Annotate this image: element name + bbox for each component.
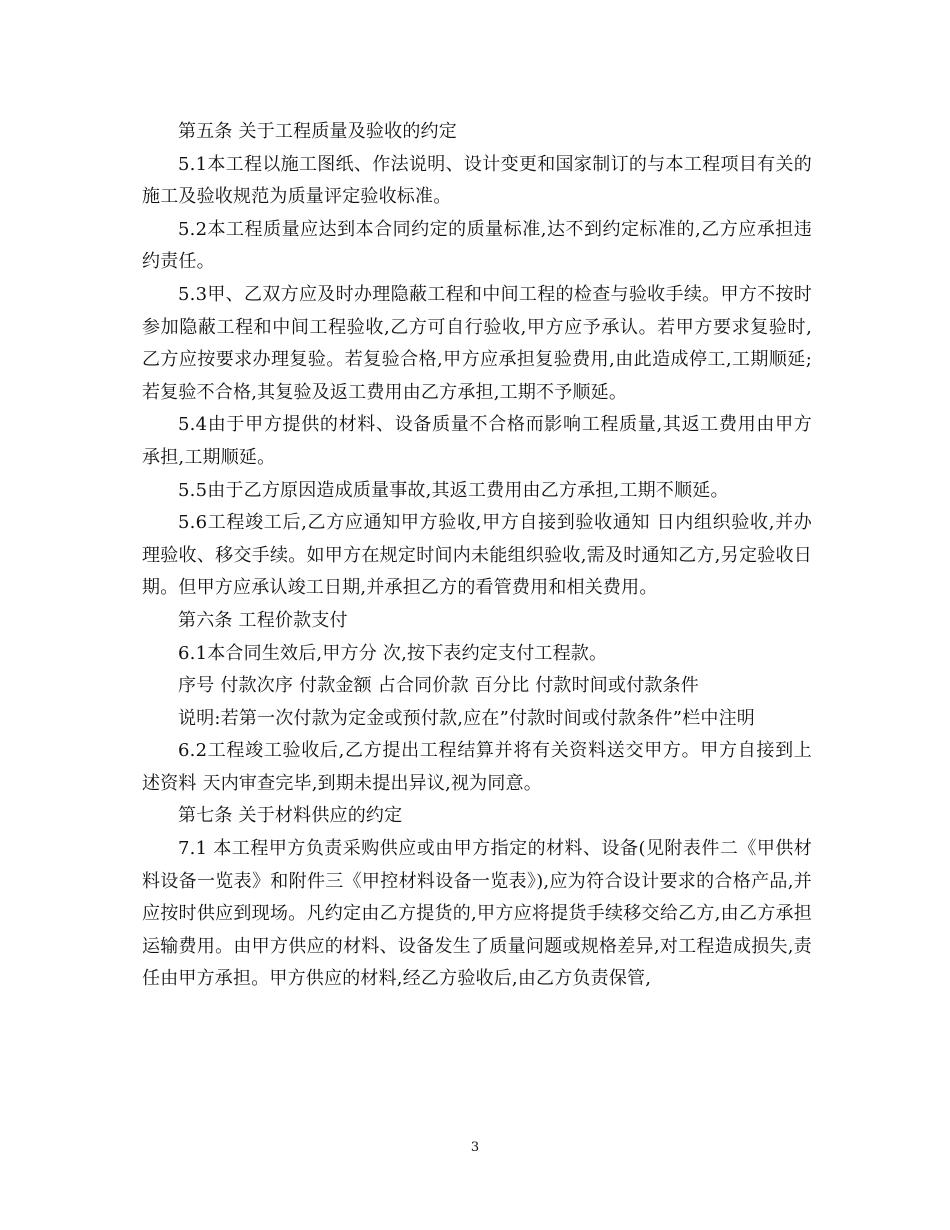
clause-5-6: 5.6工程竣工后,乙方应通知甲方验收,甲方自接到验收通知 日内组织验收,并办理验收、移交手续。如甲方在规定时间内未能组织验收,需及时通知乙方,另定验收日期。但甲方应承认竣工日期,并承担乙方的看管费用和相关费用。 (142, 512, 812, 599)
payment-table-header: 序号 付款次序 付款金额 占合同价款 百分比 付款时间或付款条件 (178, 675, 700, 697)
page-number: 3 (470, 1140, 480, 1155)
article-5-heading: 第五条 关于工程质量及验收的约定 (178, 121, 457, 142)
clause-5-3: 5.3甲、乙双方应及时办理隐蔽工程和中间工程的检查与验收手续。甲方不按时参加隐蔽工程和中间工程验收,乙方可自行验收,甲方应予承认。若甲方要求复验时,乙方应按要求办理复验。若复验合格,甲方应承担复验费用,由此造成停工,工期顺延;若复验不合格,其复验及返工费用由乙方承担,工期不予顺延。 (142, 283, 812, 403)
clause-5-2: 5.2本工程质量应达到本合同约定的质量标准,达不到约定标准的,乙方应承担违约责任。 (142, 218, 812, 273)
payment-note: 说明:若第一次付款为定金或预付款,应在”付款时间或付款条件”栏中注明 (178, 707, 755, 729)
article-7-heading: 第七条 关于材料供应的约定 (178, 805, 403, 827)
clause-5-5: 5.5由于乙方原因造成质量事故,其返工费用由乙方承担,工期不顺延。 (178, 479, 729, 501)
clause-5-4: 5.4由于甲方提供的材料、设备质量不合格而影响工程质量,其返工费用由甲方承担,工期顺延。 (142, 414, 812, 468)
document-body (142, 116, 812, 996)
clause-5-1: 5.1本工程以施工图纸、作法说明、设计变更和国家制订的与本工程项目有关的施工及验收规范为质量评定验收标准。 (142, 153, 812, 208)
clause-6-2: 6.2工程竣工验收后,乙方提出工程结算并将有关资料送交甲方。甲方自接到上述资料 天内审查完毕,到期未提出异议,视为同意。 (142, 740, 812, 794)
article-6-heading: 第六条 工程价款支付 (178, 609, 348, 631)
clause-6-1: 6.1本合同生效后,甲方分 次,按下表约定支付工程款。 (178, 642, 608, 664)
clause-7-1: 7.1 本工程甲方负责采购供应或由甲方指定的材料、设备(见附表件二《甲供材料设备一览表》和附件三《甲控材料设备一览表》),应为符合设计要求的合格产品,并应按时供应到现场。凡约定由乙方提货的,甲方应将提货手续移交给乙方,由乙方承担运输费用。由甲方供应的材料、设备发生了质量问题或规格差异,对工程造成损失,责任由甲方承担。甲方供应的材料,经乙方验收后,由乙方负责保管, (142, 838, 812, 990)
